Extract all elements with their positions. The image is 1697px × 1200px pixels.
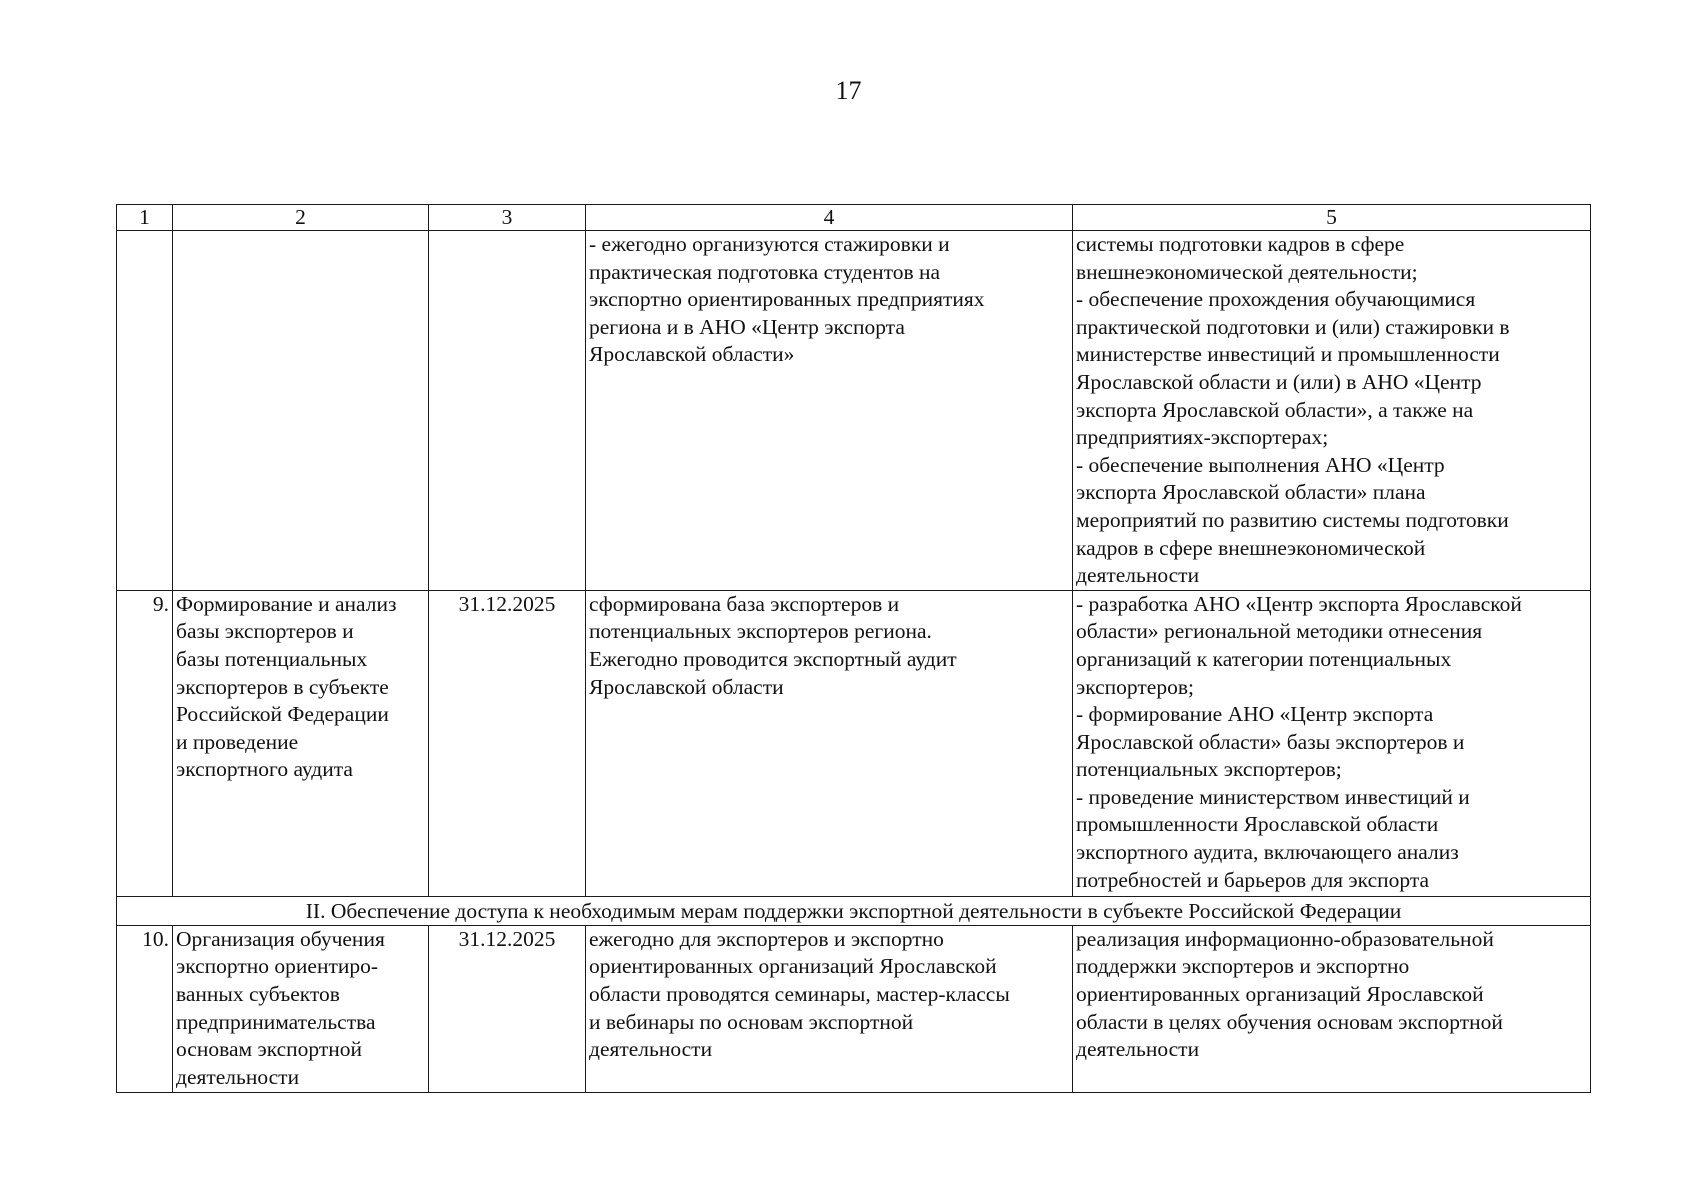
section-title: II. Обеспечение доступа к необходимым мерам поддержки экспортной деятельности в субъекте Российской Федерации [117, 896, 1591, 925]
row-number [117, 231, 173, 591]
row-number: 10. [117, 925, 173, 1092]
page-number: 17 [835, 76, 862, 105]
header-cell-4: 4 [586, 205, 1073, 231]
row-measures [1073, 231, 1591, 591]
measures-line: деятельности [1076, 1037, 1200, 1062]
measures-line: мероприятий по развитию системы подготовки [1076, 507, 1509, 532]
measures-line: предприятиях-экспортерах; [1076, 425, 1329, 450]
measures-line: - разработка АНО «Центр экспорта Ярославской [1076, 591, 1522, 616]
row-measures [1073, 925, 1591, 1092]
measures-line: области» региональной методики отнесения [1076, 619, 1483, 644]
title-line: основам экспортной [176, 1037, 363, 1062]
result-line: региона и в АНО «Центр экспорта [589, 314, 905, 339]
title-line: экспортеров в субъекте [176, 674, 389, 699]
measures-line: внешнеэкономической деятельности; [1076, 259, 1418, 284]
title-line: базы потенциальных [176, 646, 368, 671]
measures-line: - обеспечение выполнения АНО «Центр [1076, 452, 1445, 477]
title-line: ванных субъектов [176, 981, 340, 1006]
header-cell-2: 2 [173, 205, 429, 231]
row-result [586, 925, 1073, 1092]
title-line: базы экспортеров и [176, 619, 354, 644]
result-line: деятельности [589, 1037, 713, 1062]
measures-line: кадров в сфере внешнеэкономической [1076, 535, 1426, 560]
measures-line: экспортного аудита, включающего анализ [1076, 840, 1459, 865]
result-line: - ежегодно организуются стажировки и [589, 232, 950, 256]
result-line: и вебинары по основам экспортной [589, 1009, 914, 1034]
measures-line: - обеспечение прохождения обучающимися [1076, 287, 1476, 312]
title-line: и проведение [176, 729, 299, 754]
measures-line: Ярославской области» базы экспортеров и [1076, 729, 1465, 754]
measures-line: потребностей и барьеров для экспорта [1076, 867, 1430, 892]
result-line: потенциальных экспортеров региона. [589, 619, 932, 644]
table-row [117, 925, 1591, 1092]
measures-line: экспорта Ярославской области», а также на [1076, 397, 1474, 422]
table-row [117, 590, 1591, 896]
result-line: практическая подготовка студентов на [589, 259, 941, 284]
header-cell-5: 5 [1073, 205, 1591, 231]
measures-line: Ярославской области и (или) в АНО «Центр [1076, 369, 1482, 394]
result-line: области проводятся семинары, мастер-классы [589, 981, 1010, 1006]
title-line: Организация обучения [176, 926, 385, 951]
result-line: экспортно ориентированных предприятиях [589, 287, 985, 312]
title-line: Российской Федерации [176, 702, 389, 727]
row-title [173, 231, 429, 591]
result-line: ориентированных организаций Ярославской [589, 954, 997, 979]
row-measures [1073, 590, 1591, 896]
measures-line: системы подготовки кадров в сфере [1076, 232, 1405, 256]
measures-line: области в целях обучения основам экспортной [1076, 1009, 1503, 1034]
measures-line: потенциальных экспортеров; [1076, 757, 1342, 782]
measures-line: - формирование АНО «Центр экспорта [1076, 702, 1434, 727]
row-date: 31.12.2025 [429, 590, 586, 896]
table-header-row [117, 205, 1591, 231]
row-result [586, 231, 1073, 591]
row-title [173, 590, 429, 896]
measures-line: реализация информационно-образовательной [1076, 926, 1494, 951]
section-row [117, 896, 1591, 925]
measures-line: экспортеров; [1076, 674, 1194, 699]
result-line: Ежегодно проводится экспортный аудит [589, 646, 957, 671]
measures-line: ориентированных организаций Ярославской [1076, 981, 1484, 1006]
row-title [173, 925, 429, 1092]
result-line: Ярославской области [589, 674, 784, 699]
measures-line: практической подготовки и (или) стажировки в [1076, 314, 1510, 339]
title-line: экспортного аудита [176, 757, 353, 782]
row-number: 9. [117, 590, 173, 896]
measures-line: деятельности [1076, 563, 1200, 588]
result-line: сформирована база экспортеров и [589, 591, 900, 616]
table-row [117, 231, 1591, 591]
title-line: Формирование и анализ [176, 591, 397, 616]
result-line: Ярославской области» [589, 342, 795, 367]
header-cell-3: 3 [429, 205, 586, 231]
title-line: деятельности [176, 1064, 300, 1089]
row-date [429, 231, 586, 591]
measures-line: промышленности Ярославской области [1076, 812, 1439, 837]
title-line: экспортно ориентиро- [176, 954, 379, 979]
measures-line: поддержки экспортеров и экспортно [1076, 954, 1410, 979]
header-cell-1: 1 [117, 205, 173, 231]
result-line: ежегодно для экспортеров и экспортно [589, 926, 944, 951]
row-result [586, 590, 1073, 896]
measures-line: министерстве инвестиций и промышленности [1076, 342, 1500, 367]
measures-line: организаций к категории потенциальных [1076, 646, 1452, 671]
row-date: 31.12.2025 [429, 925, 586, 1092]
measures-line: экспорта Ярославской области» плана [1076, 480, 1426, 505]
measures-line: - проведение министерством инвестиций и [1076, 784, 1470, 809]
title-line: предпринимательства [176, 1009, 376, 1034]
measures-table [116, 204, 1591, 1093]
